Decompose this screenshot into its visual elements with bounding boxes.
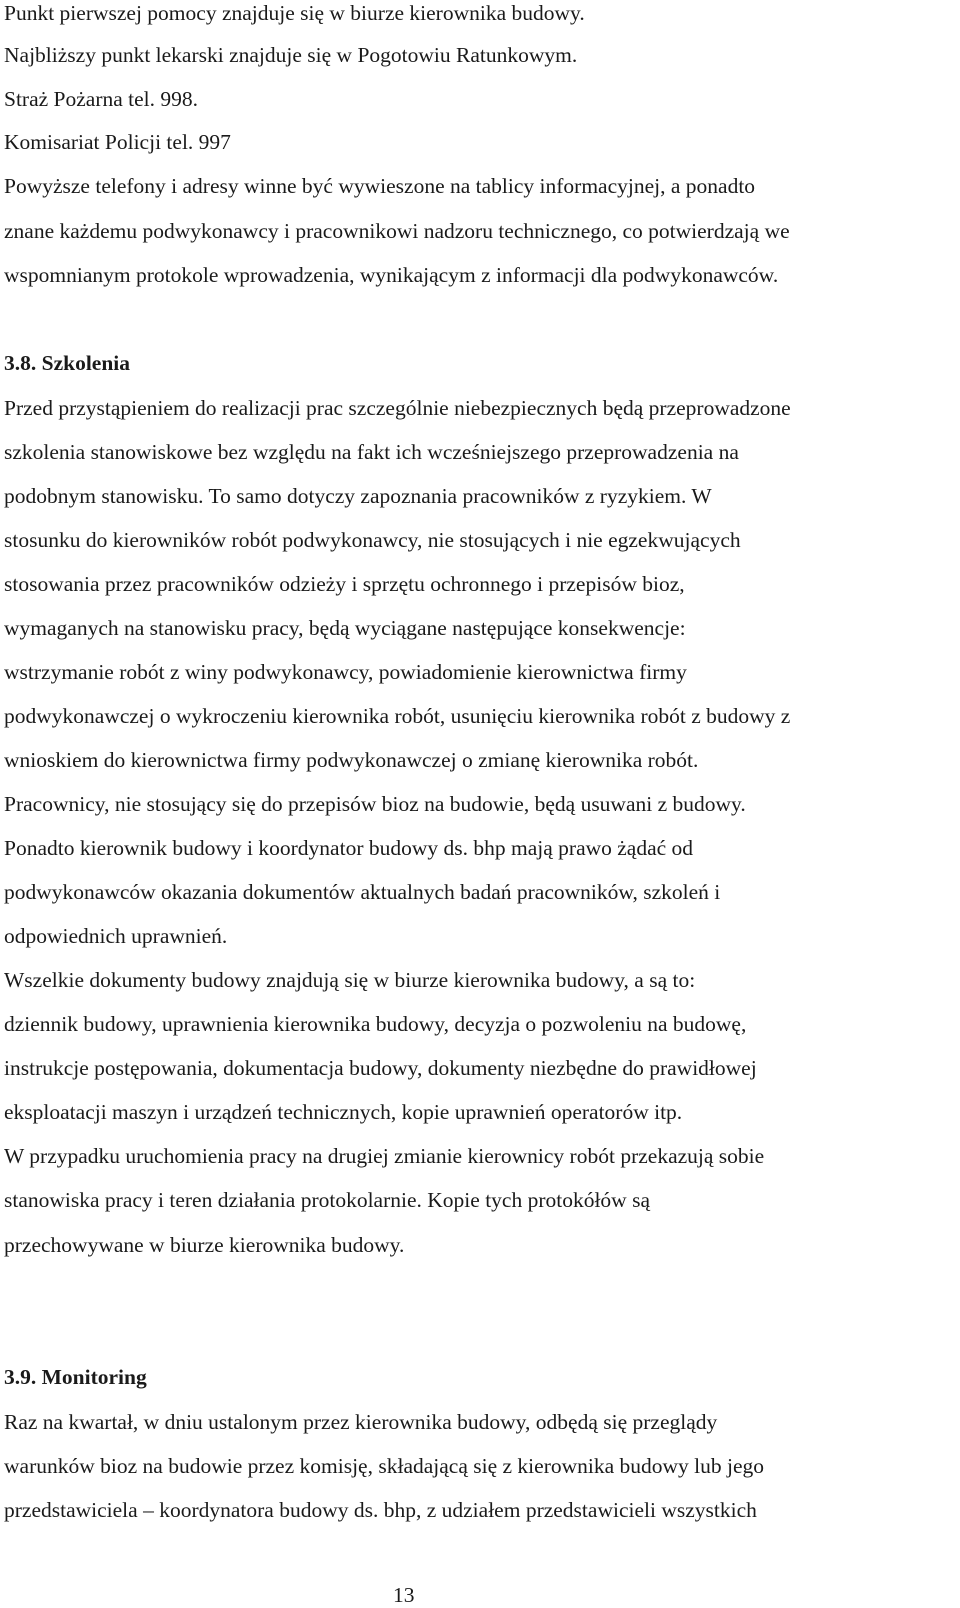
szkolenia-line-20: przechowywane w biurze kierownika budowy. xyxy=(4,1233,405,1257)
monitoring-line-1: Raz na kwartał, w dniu ustalonym przez kierownika budowy, odbędą się przeglądy xyxy=(4,1410,718,1434)
intro-line-7: wspomnianym protokole wprowadzenia, wynikającym z informacji dla podwykonawców. xyxy=(4,263,779,287)
szkolenia-line-2: szkolenia stanowiskowe bez względu na fakt ich wcześniejszego przeprowadzenia na xyxy=(4,440,739,464)
intro-line-5: Powyższe telefony i adresy winne być wywieszone na tablicy informacyjnej, a ponadto xyxy=(4,174,756,198)
szkolenia-line-8: podwykonawczej o wykroczeniu kierownika robót, usunięciu kierownika robót z budowy z xyxy=(4,704,791,728)
intro-line-2: Najbliższy punkt lekarski znajduje się w Pogotowiu Ratunkowym. xyxy=(4,43,578,67)
szkolenia-line-11: Ponadto kierownik budowy i koordynator budowy ds. bhp mają prawo żądać od xyxy=(4,836,694,860)
szkolenia-line-15: dziennik budowy, uprawnienia kierownika budowy, decyzja o pozwoleniu na budowę, xyxy=(4,1012,747,1036)
szkolenia-line-9: wnioskiem do kierownictwa firmy podwykonawczej o zmianę kierownika robót. xyxy=(4,748,699,772)
szkolenia-line-19: stanowiska pracy i teren działania protokolarnie. Kopie tych protokółów są xyxy=(4,1188,650,1212)
szkolenia-line-12: podwykonawców okazania dokumentów aktualnych badań pracowników, szkoleń i xyxy=(4,880,721,904)
szkolenia-line-14: Wszelkie dokumenty budowy znajdują się w biurze kierownika budowy, a są to: xyxy=(4,968,696,992)
intro-line-4: Komisariat Policji tel. 997 xyxy=(4,130,231,154)
szkolenia-line-6: wymaganych na stanowisku pracy, będą wyciągane następujące konsekwencje: xyxy=(4,616,686,640)
page-number: 13 xyxy=(393,1583,415,1607)
intro-line-6: znane każdemu podwykonawcy i pracownikowi nadzoru technicznego, co potwierdzają we xyxy=(4,219,790,243)
section-heading-monitoring: 3.9. Monitoring xyxy=(4,1365,147,1389)
szkolenia-line-17: eksploatacji maszyn i urządzeń technicznych, kopie uprawnień operatorów itp. xyxy=(4,1100,683,1124)
szkolenia-line-10: Pracownicy, nie stosujący się do przepisów bioz na budowie, będą usuwani z budowy. xyxy=(4,792,746,816)
szkolenia-line-4: stosunku do kierowników robót podwykonawcy, nie stosujących i nie egzekwujących xyxy=(4,528,741,552)
monitoring-line-3: przedstawiciela – koordynatora budowy ds. bhp, z udziałem przedstawicieli wszystkich xyxy=(4,1498,757,1522)
szkolenia-line-7: wstrzymanie robót z winy podwykonawcy, powiadomienie kierownictwa firmy xyxy=(4,660,687,684)
szkolenia-line-13: odpowiednich uprawnień. xyxy=(4,924,228,948)
szkolenia-line-16: instrukcje postępowania, dokumentacja budowy, dokumenty niezbędne do prawidłowej xyxy=(4,1056,757,1080)
szkolenia-line-5: stosowania przez pracowników odzieży i sprzętu ochronnego i przepisów bioz, xyxy=(4,572,685,596)
intro-line-1: Punkt pierwszej pomocy znajduje się w biurze kierownika budowy. xyxy=(4,1,585,25)
intro-line-3: Straż Pożarna tel. 998. xyxy=(4,87,199,111)
monitoring-line-2: warunków bioz na budowie przez komisję, składającą się z kierownika budowy lub jego xyxy=(4,1454,765,1478)
szkolenia-line-1: Przed przystąpieniem do realizacji prac szczególnie niebezpiecznych będą przeprowadzone xyxy=(4,396,791,420)
section-heading-szkolenia: 3.8. Szkolenia xyxy=(4,351,131,375)
szkolenia-line-3: podobnym stanowisku. To samo dotyczy zapoznania pracowników z ryzykiem. W xyxy=(4,484,712,508)
szkolenia-line-18: W przypadku uruchomienia pracy na drugiej zmianie kierownicy robót przekazują sobie xyxy=(4,1144,765,1168)
